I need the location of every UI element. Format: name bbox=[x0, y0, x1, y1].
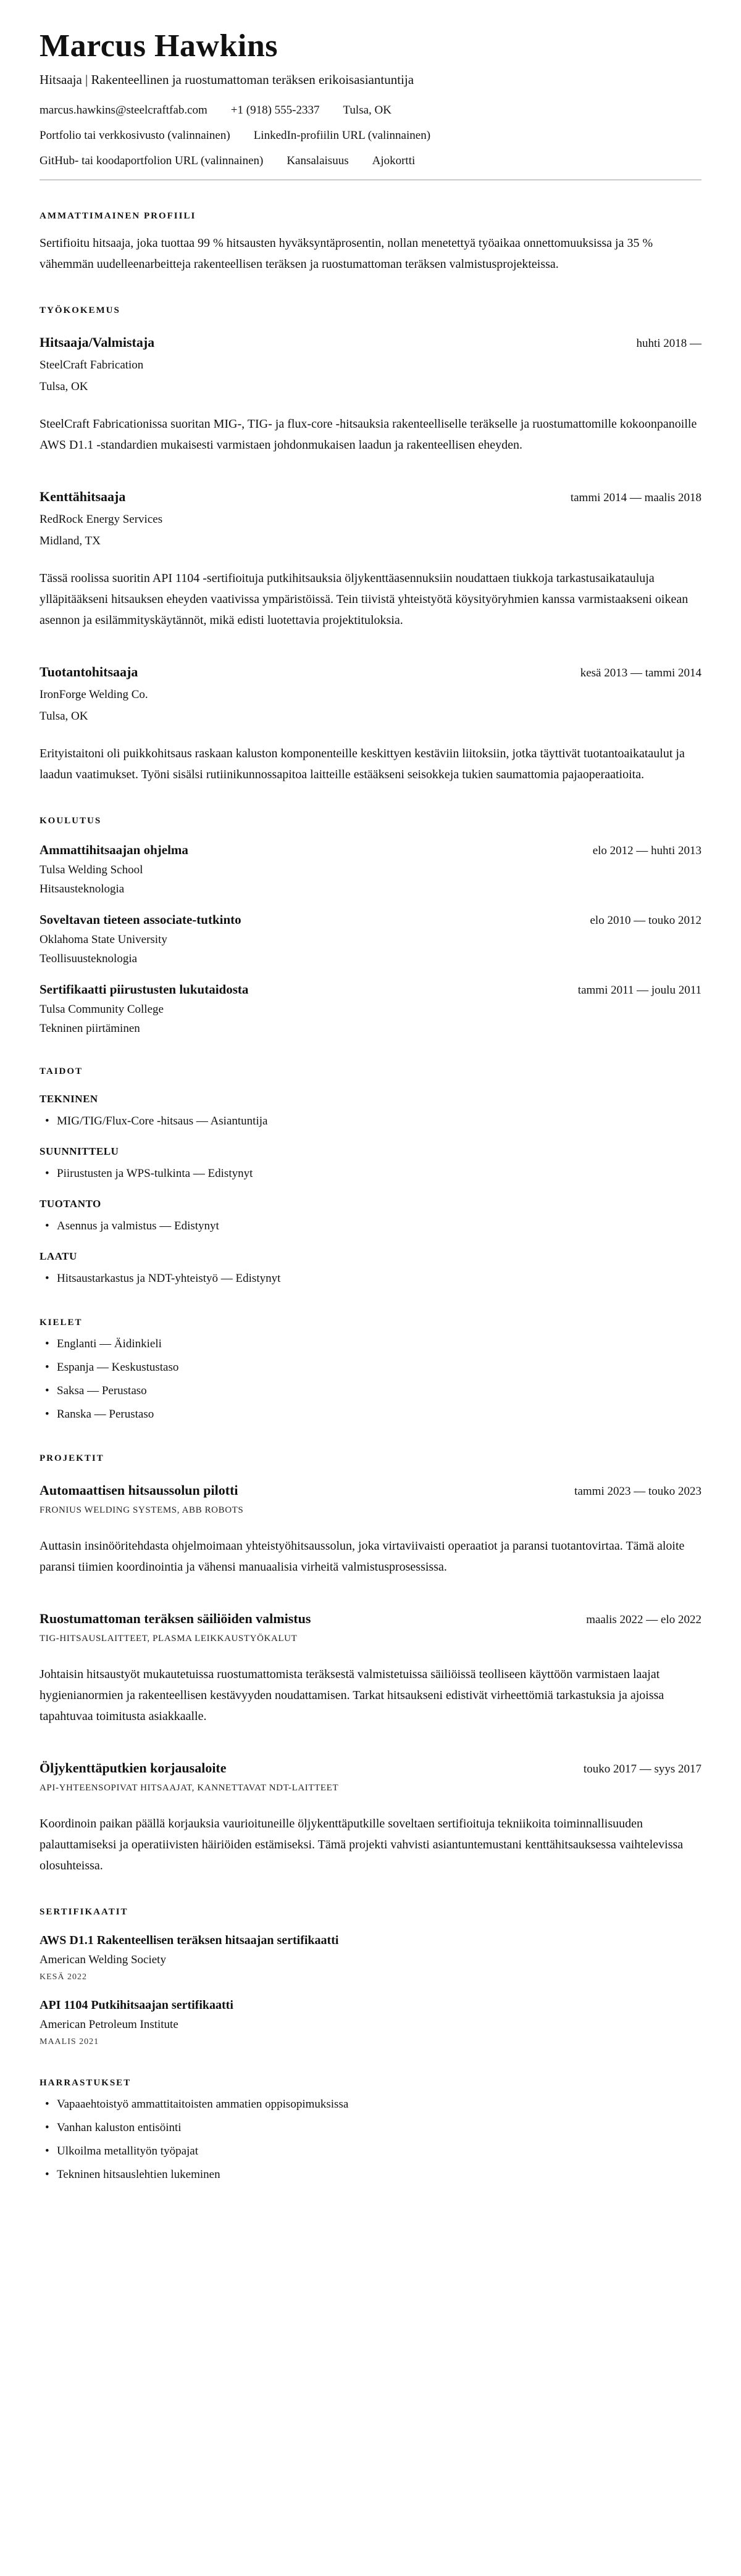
certification-date: KESÄ 2022 bbox=[40, 1972, 88, 1982]
certification-issuer: American Petroleum Institute bbox=[40, 2018, 178, 2032]
section-education bbox=[40, 816, 701, 1036]
job-entry-head bbox=[40, 334, 701, 351]
certification-issuer: American Welding Society bbox=[40, 1953, 166, 1967]
job-company: IronForge Welding Co. bbox=[40, 688, 148, 702]
section-projects bbox=[40, 1453, 701, 1876]
section-certifications bbox=[40, 1907, 701, 2047]
section-heading-skills: TAIDOT bbox=[40, 1066, 83, 1077]
job-description: SteelCraft Fabricationissa suoritan MIG-, TIG- ja flux-core -hitsauksia rakenteelliselle teräkselle ja ruostumattomille kokoonpanoille AWS D1.1 -standardien mukaisesti varmistaen johdonmukaisen laadun ja rakenteellisen eheyden. bbox=[40, 417, 697, 452]
skill-item: • MIG/TIG/Flux-Core -hitsaus — Asiantuntija bbox=[40, 1113, 701, 1129]
job-entry bbox=[40, 489, 701, 631]
contact-phone: +1 (918) 555-2337 bbox=[230, 104, 320, 117]
resume-name: Marcus Hawkins bbox=[40, 28, 278, 64]
contact-location: Tulsa, OK bbox=[343, 104, 391, 117]
job-dates: kesä 2013 — tammi 2014 bbox=[580, 667, 701, 680]
section-heading-hobbies: HARRASTUKSET bbox=[40, 2078, 132, 2088]
education-dates: tammi 2011 — joulu 2011 bbox=[577, 984, 701, 997]
section-profile bbox=[40, 211, 701, 275]
section-heading-languages: KIELET bbox=[40, 1318, 83, 1328]
education-item bbox=[40, 982, 701, 1036]
skill-group-name: TEKNINEN bbox=[40, 1093, 98, 1105]
skill-group bbox=[40, 1145, 701, 1182]
skill-group-name: SUUNNITTELU bbox=[40, 1145, 119, 1158]
certification-item bbox=[40, 1998, 701, 2047]
contact-citizenship: Kansalaisuus bbox=[287, 154, 349, 168]
project-description: Koordinoin paikan päällä korjauksia vaurioituneille öljykenttäputkille soveltaen sertifioituja tekniikoita toiminnallisuuden palauttamiseksi ja operatiivisten häiriöiden estämiseksi. Tämä projekti vahvisti asiantuntemustani kenttähitsauksessa vaihtelevissa olosuhteissa. bbox=[40, 1817, 684, 1873]
job-title: Kenttähitsaaja bbox=[40, 489, 126, 505]
certification-date: MAALIS 2021 bbox=[40, 2037, 99, 2047]
skill-group bbox=[40, 1198, 701, 1234]
section-hobbies bbox=[40, 2078, 701, 2183]
education-dates: elo 2012 — huhti 2013 bbox=[592, 844, 701, 858]
education-item-head bbox=[40, 982, 701, 997]
project-title: Öljykenttäputkien korjausaloite bbox=[40, 1760, 227, 1776]
skill-list bbox=[40, 1218, 701, 1234]
education-school: Oklahoma State University bbox=[40, 933, 167, 947]
hobby-item: • Tekninen hitsauslehtien lukeminen bbox=[40, 2166, 701, 2183]
section-skills bbox=[40, 1066, 701, 1287]
job-description: Erityistaitoni oli puikkohitsaus raskaan kaluston komponenteille keskittyen kestäviin liitoksiin, jotka täyttivät tuotantoaikataulut ja laadun vaatimukset. Työni sisälsi rutiinikunnossapitoa laitteille estääkseni seisokkeja tukien saumattomia pajaoperaatioita. bbox=[40, 747, 685, 782]
resume-tagline: Hitsaaja | Rakenteellinen ja ruostumattoman teräksen erikoisasiantuntija bbox=[40, 72, 414, 88]
job-dates: huhti 2018 — bbox=[636, 337, 701, 351]
hobby-item: • Vapaaehtoistyö ammattitaitoisten ammatien oppisopimuksissa bbox=[40, 2096, 701, 2113]
certification-item bbox=[40, 1934, 701, 1982]
contact-row-primary bbox=[40, 104, 701, 117]
skill-item: • Hitsaustarkastus ja NDT-yhteistyö — Edistynyt bbox=[40, 1270, 701, 1287]
project-description: Auttasin insinööritehdasta ohjelmoimaan yhteistyöhitsaussolun, joka virtaviivaisti operaatiot ja paransi tuotantovirtaa. Tämä aloite paransi tiimien koordinointia ja vähensi manuaalisia virheitä valmistusprosessissa. bbox=[40, 1539, 685, 1574]
job-entry bbox=[40, 664, 701, 785]
contact-portfolio: Portfolio tai verkkosivusto (valinnainen) bbox=[40, 129, 230, 143]
section-languages bbox=[40, 1318, 701, 1423]
skill-item: • Asennus ja valmistus — Edistynyt bbox=[40, 1218, 701, 1234]
project-tools: API-YHTEENSOPIVAT HITSAAJAT, KANNETTAVAT NDT-LAITTEET bbox=[40, 1783, 339, 1793]
job-location: Tulsa, OK bbox=[40, 710, 88, 723]
education-item bbox=[40, 842, 701, 896]
skill-list bbox=[40, 1165, 701, 1182]
education-degree: Soveltavan tieteen associate-tutkinto bbox=[40, 912, 241, 928]
contact-row-extra bbox=[40, 154, 701, 168]
certification-title: API 1104 Putkihitsaajan sertifikaatti bbox=[40, 1998, 233, 2013]
job-title: Hitsaaja/Valmistaja bbox=[40, 334, 155, 351]
skill-group bbox=[40, 1093, 701, 1129]
education-degree: Ammattihitsaajan ohjelma bbox=[40, 842, 188, 858]
contact-drivers-license: Ajokortti bbox=[372, 154, 416, 168]
language-item: • Saksa — Perustaso bbox=[40, 1382, 701, 1399]
skill-list bbox=[40, 1270, 701, 1287]
education-field: Teollisuusteknologia bbox=[40, 952, 138, 966]
section-heading-certifications: SERTIFIKAATIT bbox=[40, 1907, 128, 1917]
job-title: Tuotantohitsaaja bbox=[40, 664, 138, 680]
project-title: Ruostumattoman teräksen säiliöiden valmistus bbox=[40, 1611, 311, 1627]
education-item bbox=[40, 912, 701, 966]
language-item: • Ranska — Perustaso bbox=[40, 1406, 701, 1423]
education-school: Tulsa Welding School bbox=[40, 863, 143, 877]
project-entry bbox=[40, 1482, 701, 1577]
project-entry bbox=[40, 1760, 701, 1876]
education-field: Hitsausteknologia bbox=[40, 883, 125, 896]
contact-linkedin: LinkedIn-profiilin URL (valinnainen) bbox=[253, 129, 431, 143]
skill-group-name: LAATU bbox=[40, 1250, 77, 1263]
project-entry bbox=[40, 1611, 701, 1727]
job-entry bbox=[40, 334, 701, 455]
project-description: Johtaisin hitsaustyöt mukautetuissa ruostumattomista teräksestä valmistetuissa säiliöissä teolliseen käyttöön varmistaen laajat hygienianormien ja rakenteellisen kestävyyden noudattamisen. Tarkat hitsaukseni edistivät virheettömiä tarkastuksia ja ajoissa tapahtuvaa toimitusta asiakkaalle. bbox=[40, 1668, 664, 1724]
project-title: Automaattisen hitsaussolun pilotti bbox=[40, 1482, 238, 1498]
project-entry-head bbox=[40, 1482, 701, 1498]
job-location: Midland, TX bbox=[40, 534, 101, 548]
project-dates: maalis 2022 — elo 2022 bbox=[586, 1613, 701, 1627]
job-entry-head bbox=[40, 664, 701, 680]
profile-text: Sertifioitu hitsaaja, joka tuottaa 99 % hitsausten hyväksyntäprosentin, nollan menetettyä työaikaa onnettomuuksissa ja 35 % vähemmän uudelleenarbeitteja rakenteellisen teräksen ja ruostumattoman teräksen valmistusprojekteissa. bbox=[40, 236, 653, 272]
contact-github: GitHub- tai koodaportfolion URL (valinnainen) bbox=[40, 154, 264, 168]
project-tools: TIG-HITSAUSLAITTEET, PLASMA LEIKKAUSTYÖKALUT bbox=[40, 1634, 298, 1644]
language-item: • Espanja — Keskustustaso bbox=[40, 1359, 701, 1376]
language-list bbox=[40, 1336, 701, 1423]
skill-group bbox=[40, 1250, 701, 1287]
skill-item: • Piirustusten ja WPS-tulkinta — Edistynyt bbox=[40, 1165, 701, 1182]
project-dates: tammi 2023 — touko 2023 bbox=[574, 1485, 701, 1498]
education-school: Tulsa Community College bbox=[40, 1003, 164, 1016]
project-dates: touko 2017 — syys 2017 bbox=[583, 1763, 701, 1776]
section-heading-profile: AMMATTIMAINEN PROFIILI bbox=[40, 211, 196, 222]
skill-group-name: TUOTANTO bbox=[40, 1198, 101, 1210]
certification-title: AWS D1.1 Rakenteellisen teräksen hitsaajan sertifikaatti bbox=[40, 1934, 339, 1948]
project-entry-head bbox=[40, 1760, 701, 1776]
language-item: • Englanti — Äidinkieli bbox=[40, 1336, 701, 1352]
section-heading-projects: PROJEKTIT bbox=[40, 1453, 104, 1464]
hobby-item: • Vanhan kaluston entisöinti bbox=[40, 2119, 701, 2136]
job-dates: tammi 2014 — maalis 2018 bbox=[570, 491, 701, 505]
job-entry-head bbox=[40, 489, 701, 505]
education-item-head bbox=[40, 912, 701, 928]
section-experience bbox=[40, 305, 701, 785]
skill-list bbox=[40, 1113, 701, 1129]
education-item-head bbox=[40, 842, 701, 858]
hobby-list bbox=[40, 2096, 701, 2183]
resume-header bbox=[40, 28, 701, 180]
job-location: Tulsa, OK bbox=[40, 380, 88, 394]
contact-email: marcus.hawkins@steelcraftfab.com bbox=[40, 104, 207, 117]
education-dates: elo 2010 — touko 2012 bbox=[590, 914, 701, 928]
hobby-item: • Ulkoilma metallityön työpajat bbox=[40, 2143, 701, 2159]
section-heading-education: KOULUTUS bbox=[40, 816, 102, 826]
project-tools: FRONIUS WELDING SYSTEMS, ABB ROBOTS bbox=[40, 1505, 244, 1516]
education-degree: Sertifikaatti piirustusten lukutaidosta bbox=[40, 982, 249, 997]
project-entry-head bbox=[40, 1611, 701, 1627]
job-company: RedRock Energy Services bbox=[40, 513, 163, 526]
contact-row-links bbox=[40, 129, 701, 143]
job-description: Tässä roolissa suoritin API 1104 -sertifioituja putkihitsauksia öljykenttäasennuksiin noudattaen tiukkoja tarkastusaikatauluja ylläpitääkseni hitsauksen eheyden vaativissa ympäristöissä. Tein tiivistä yhteistyötä köysityöryhmien kanssa varmistaakseni oikean asennon ja esilämmityskäytännöt, mikä edisti luotettavia projektituloksia. bbox=[40, 571, 689, 628]
section-heading-experience: TYÖKOKEMUS bbox=[40, 305, 120, 316]
job-company: SteelCraft Fabrication bbox=[40, 359, 144, 372]
education-field: Tekninen piirtäminen bbox=[40, 1022, 140, 1036]
